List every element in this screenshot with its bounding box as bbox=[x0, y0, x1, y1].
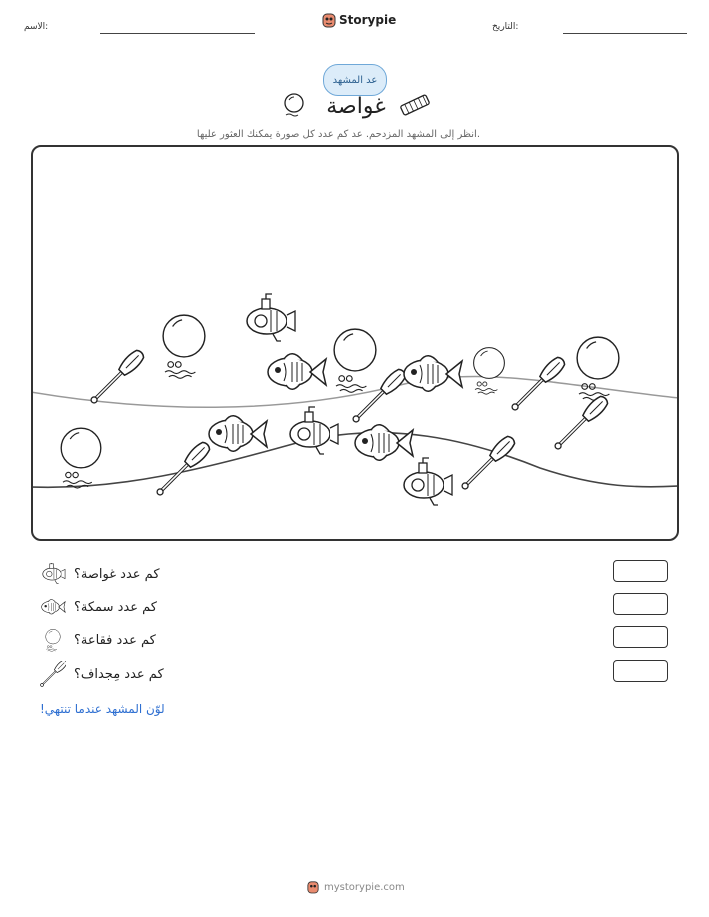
answer-box-bubble[interactable] bbox=[613, 626, 668, 648]
question-text: كم عدد غواصة؟ bbox=[74, 566, 160, 582]
bubble bbox=[61, 428, 101, 488]
bubble bbox=[577, 337, 619, 400]
bubble-title-icon bbox=[282, 92, 306, 118]
question-text: كم عدد فقاعة؟ bbox=[74, 632, 156, 648]
answer-box-fish[interactable] bbox=[613, 593, 668, 615]
wave-line-top bbox=[31, 377, 679, 408]
storypie-mascot-icon bbox=[307, 880, 319, 894]
crowded-scene bbox=[31, 145, 679, 541]
fish bbox=[355, 425, 413, 461]
oar bbox=[87, 348, 146, 407]
submarine bbox=[290, 407, 338, 454]
bubble bbox=[163, 315, 205, 378]
brand-logo bbox=[322, 12, 396, 28]
oar bbox=[458, 434, 517, 493]
color-instruction: لوّن المشهد عندما تنتهي! bbox=[40, 702, 165, 716]
fish bbox=[404, 356, 462, 392]
question-row bbox=[40, 661, 164, 687]
footer-site: mystorypie.com bbox=[324, 881, 405, 893]
bubble-icon bbox=[40, 628, 66, 652]
question-text: كم عدد سمكة؟ bbox=[74, 599, 157, 615]
bubble bbox=[474, 348, 505, 395]
question-row bbox=[40, 563, 160, 585]
footer bbox=[307, 880, 405, 894]
scene-drawing bbox=[31, 145, 679, 541]
question-row bbox=[40, 628, 156, 652]
fish-icon bbox=[40, 596, 66, 618]
instructions: انظر إلى المشهد المزدحم. عد كم عدد كل صورة يمكنك العثور عليها. bbox=[196, 129, 480, 140]
fish bbox=[209, 416, 267, 452]
oar bbox=[349, 367, 408, 426]
oar bbox=[153, 440, 212, 499]
date-label: التاريخ: bbox=[492, 22, 519, 32]
oar-icon bbox=[40, 661, 66, 687]
oar bbox=[508, 355, 567, 414]
answer-box-submarine[interactable] bbox=[613, 560, 668, 582]
name-field[interactable] bbox=[100, 33, 255, 34]
submarine-icon bbox=[40, 563, 66, 585]
question-row bbox=[40, 596, 157, 618]
submarine bbox=[404, 458, 452, 505]
name-label: الاسم: bbox=[24, 22, 49, 32]
oar-title-icon bbox=[398, 94, 432, 116]
fish bbox=[268, 354, 326, 390]
submarine bbox=[247, 294, 295, 341]
date-field[interactable] bbox=[563, 33, 687, 34]
brand-name: Storypie bbox=[339, 13, 397, 27]
answer-box-oar[interactable] bbox=[613, 660, 668, 682]
scene-count-badge: عد المشهد bbox=[323, 64, 387, 96]
page-title: غواصة bbox=[326, 94, 386, 119]
storypie-mascot-icon bbox=[322, 12, 336, 28]
bubble bbox=[334, 329, 376, 392]
oar bbox=[551, 394, 610, 453]
question-text: كم عدد مِجداف؟ bbox=[74, 666, 164, 682]
